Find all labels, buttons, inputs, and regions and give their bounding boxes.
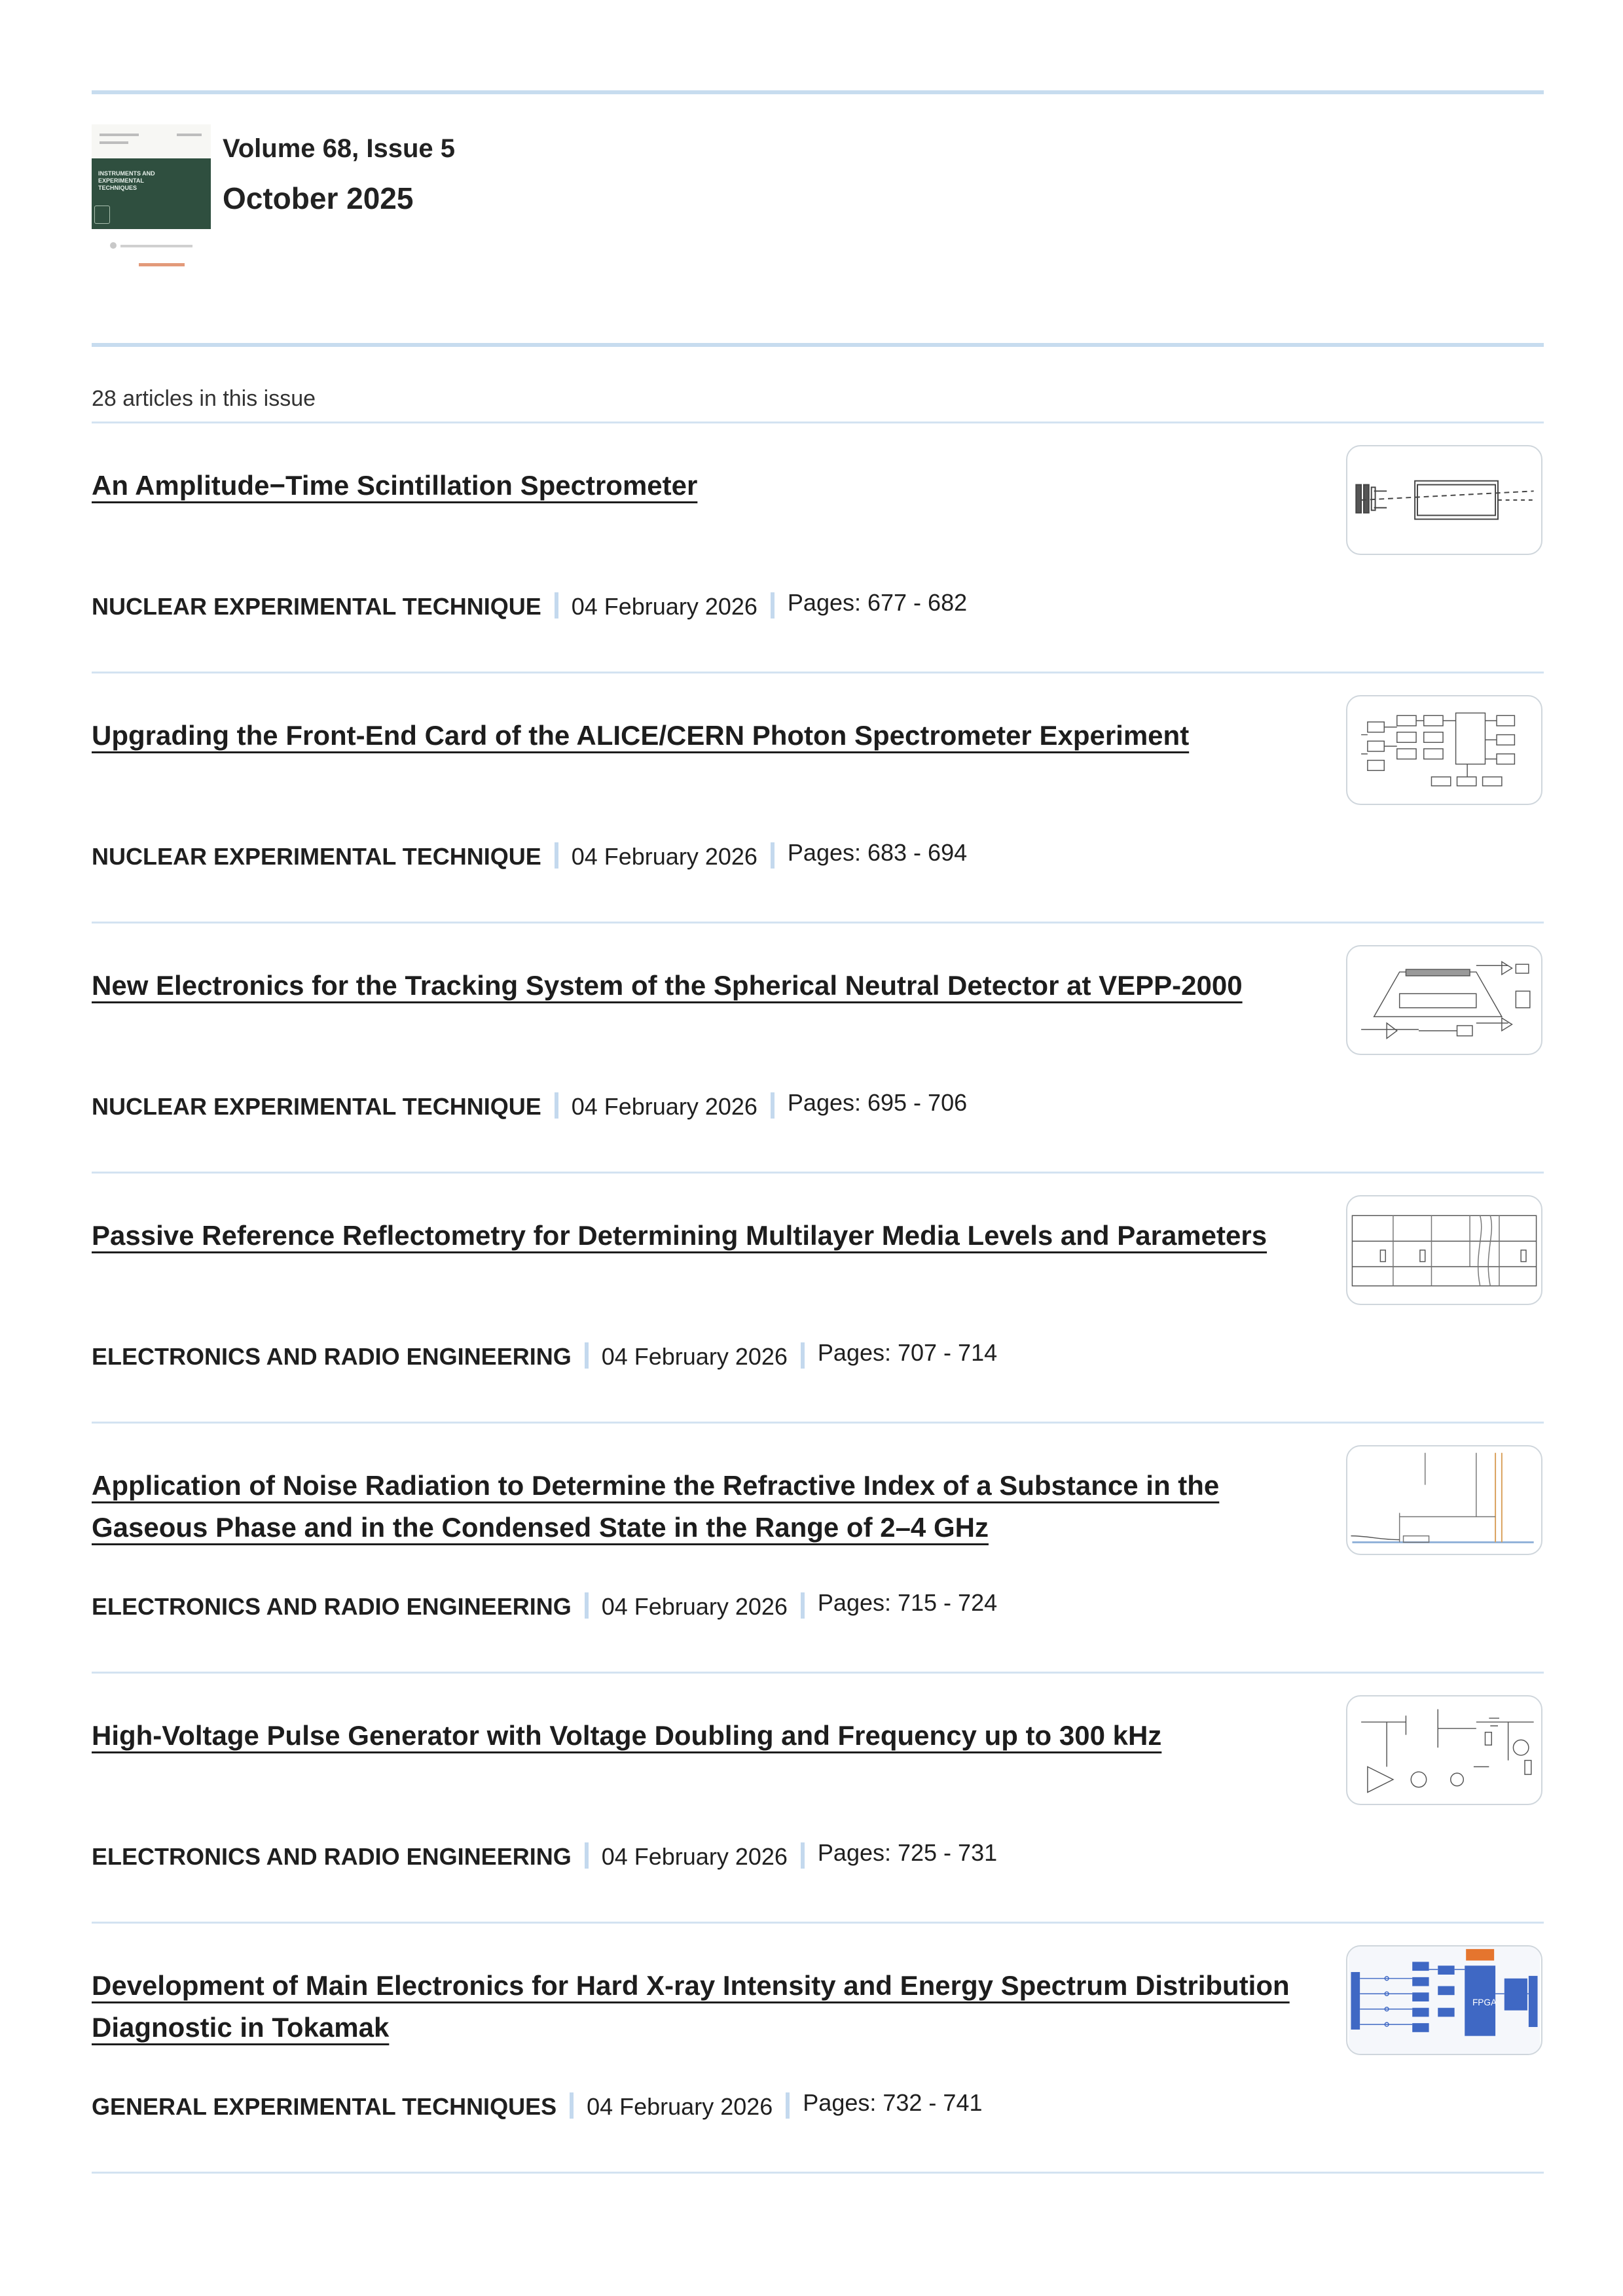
meta-separator — [801, 1592, 805, 1619]
article-section: ELECTRONICS AND RADIO ENGINEERING — [92, 1343, 572, 1370]
meta-separator — [585, 1342, 589, 1369]
article-section: GENERAL EXPERIMENTAL TECHNIQUES — [92, 2093, 557, 2120]
meta-separator — [771, 842, 775, 869]
meta-separator — [555, 842, 558, 869]
article-title[interactable]: Development of Main Electronics for Hard X-ray Intensity and Energy Spectrum Distribution Diagnostic in Tokamak — [92, 1970, 1290, 2043]
article-divider — [92, 1922, 1544, 1924]
article-pages: Pages: 677 - 682 — [787, 589, 968, 616]
meta-separator — [585, 1842, 589, 1869]
article-meta — [92, 1089, 968, 1121]
article-item — [92, 1965, 1544, 2215]
article-meta — [92, 589, 968, 621]
article-section: NUCLEAR EXPERIMENTAL TECHNIQUE — [92, 843, 541, 870]
article-pages: Pages: 732 - 741 — [803, 2089, 983, 2116]
article-meta — [92, 839, 968, 871]
journal-cover-image[interactable] — [92, 124, 211, 288]
article-section: ELECTRONICS AND RADIO ENGINEERING — [92, 1593, 572, 1620]
header-rule — [92, 343, 1544, 347]
article-date: 04 February 2026 — [601, 1343, 788, 1370]
article-section: NUCLEAR EXPERIMENTAL TECHNIQUE — [92, 1093, 541, 1120]
article-thumbnail[interactable] — [1346, 445, 1542, 555]
article-item — [92, 965, 1544, 1215]
meta-separator — [771, 1092, 775, 1119]
article-item — [92, 1215, 1544, 1465]
article-date: 04 February 2026 — [571, 1093, 757, 1120]
article-divider — [92, 672, 1544, 673]
article-divider — [92, 1172, 1544, 1174]
meta-separator — [570, 2092, 574, 2119]
meta-separator — [585, 1592, 589, 1619]
article-item — [92, 715, 1544, 965]
meta-separator — [801, 1842, 805, 1869]
article-title[interactable]: High-Voltage Pulse Generator with Voltage Doubling and Frequency up to 300 kHz — [92, 1720, 1162, 1751]
spectrometer-diagram-icon — [1347, 446, 1541, 554]
article-divider — [92, 1672, 1544, 1674]
article-meta — [92, 2089, 983, 2121]
top-rule — [92, 90, 1544, 94]
article-title[interactable]: Upgrading the Front-End Card of the ALICE/CERN Photon Spectrometer Experiment — [92, 720, 1190, 751]
meta-separator — [555, 592, 558, 619]
article-thumbnail[interactable] — [1346, 945, 1542, 1055]
article-date: 04 February 2026 — [601, 1593, 788, 1620]
article-divider — [92, 922, 1544, 924]
article-section: NUCLEAR EXPERIMENTAL TECHNIQUE — [92, 593, 541, 620]
article-pages: Pages: 725 - 731 — [817, 1839, 998, 1866]
article-item — [92, 1715, 1544, 1965]
cover-seal-icon — [94, 206, 110, 224]
article-meta — [92, 1589, 998, 1621]
detector-circuit-icon — [1347, 946, 1541, 1054]
article-thumbnail[interactable] — [1346, 1445, 1542, 1555]
article-meta — [92, 1339, 998, 1371]
article-title[interactable]: Passive Reference Reflectometry for Determining Multilayer Media Levels and Parameters — [92, 1220, 1267, 1251]
article-thumbnail[interactable] — [1346, 1195, 1542, 1305]
article-pages: Pages: 695 - 706 — [787, 1089, 968, 1116]
meta-separator — [771, 592, 775, 619]
article-pages: Pages: 715 - 724 — [817, 1589, 998, 1616]
article-divider — [92, 2172, 1544, 2174]
article-date: 04 February 2026 — [571, 843, 757, 870]
article-date: 04 February 2026 — [571, 593, 757, 620]
pulse-generator-circuit-icon — [1347, 1696, 1541, 1804]
article-item — [92, 1465, 1544, 1715]
block-diagram-icon — [1347, 696, 1541, 804]
article-divider — [92, 1422, 1544, 1424]
issue-date: October 2025 — [223, 181, 414, 215]
article-thumbnail[interactable] — [1346, 695, 1542, 805]
article-date: 04 February 2026 — [587, 2093, 773, 2120]
article-meta — [92, 1839, 998, 1871]
multilayer-media-icon — [1347, 1196, 1541, 1304]
waveguide-setup-icon — [1347, 1446, 1541, 1554]
article-pages: Pages: 683 - 694 — [787, 839, 968, 866]
meta-separator — [786, 2092, 790, 2119]
article-title[interactable]: New Electronics for the Tracking System of the Spherical Neutral Detector at VEPP-2000 — [92, 970, 1243, 1001]
article-thumbnail[interactable] — [1346, 1945, 1542, 2055]
article-title[interactable]: An Amplitude−Time Scintillation Spectrometer — [92, 470, 698, 501]
list-top-rule — [92, 422, 1544, 423]
issue-volume: Volume 68, Issue 5 — [223, 134, 455, 163]
article-section: ELECTRONICS AND RADIO ENGINEERING — [92, 1843, 572, 1870]
article-count: 28 articles in this issue — [92, 386, 316, 411]
article-date: 04 February 2026 — [601, 1843, 788, 1870]
cover-title: INSTRUMENTS AND EXPERIMENTAL TECHNIQUES — [98, 170, 155, 191]
electronics-block-diagram-icon — [1347, 1946, 1541, 2054]
article-thumbnail[interactable] — [1346, 1695, 1542, 1805]
meta-separator — [555, 1092, 558, 1119]
article-title[interactable]: Application of Noise Radiation to Determine the Refractive Index of a Substance in the Gaseous Phase and in the Condensed State in the Range of 2–4 GHz — [92, 1470, 1220, 1543]
meta-separator — [801, 1342, 805, 1369]
article-pages: Pages: 707 - 714 — [817, 1339, 998, 1366]
svg-text:FPGA: FPGA — [1472, 1997, 1497, 2007]
article-item — [92, 465, 1544, 715]
